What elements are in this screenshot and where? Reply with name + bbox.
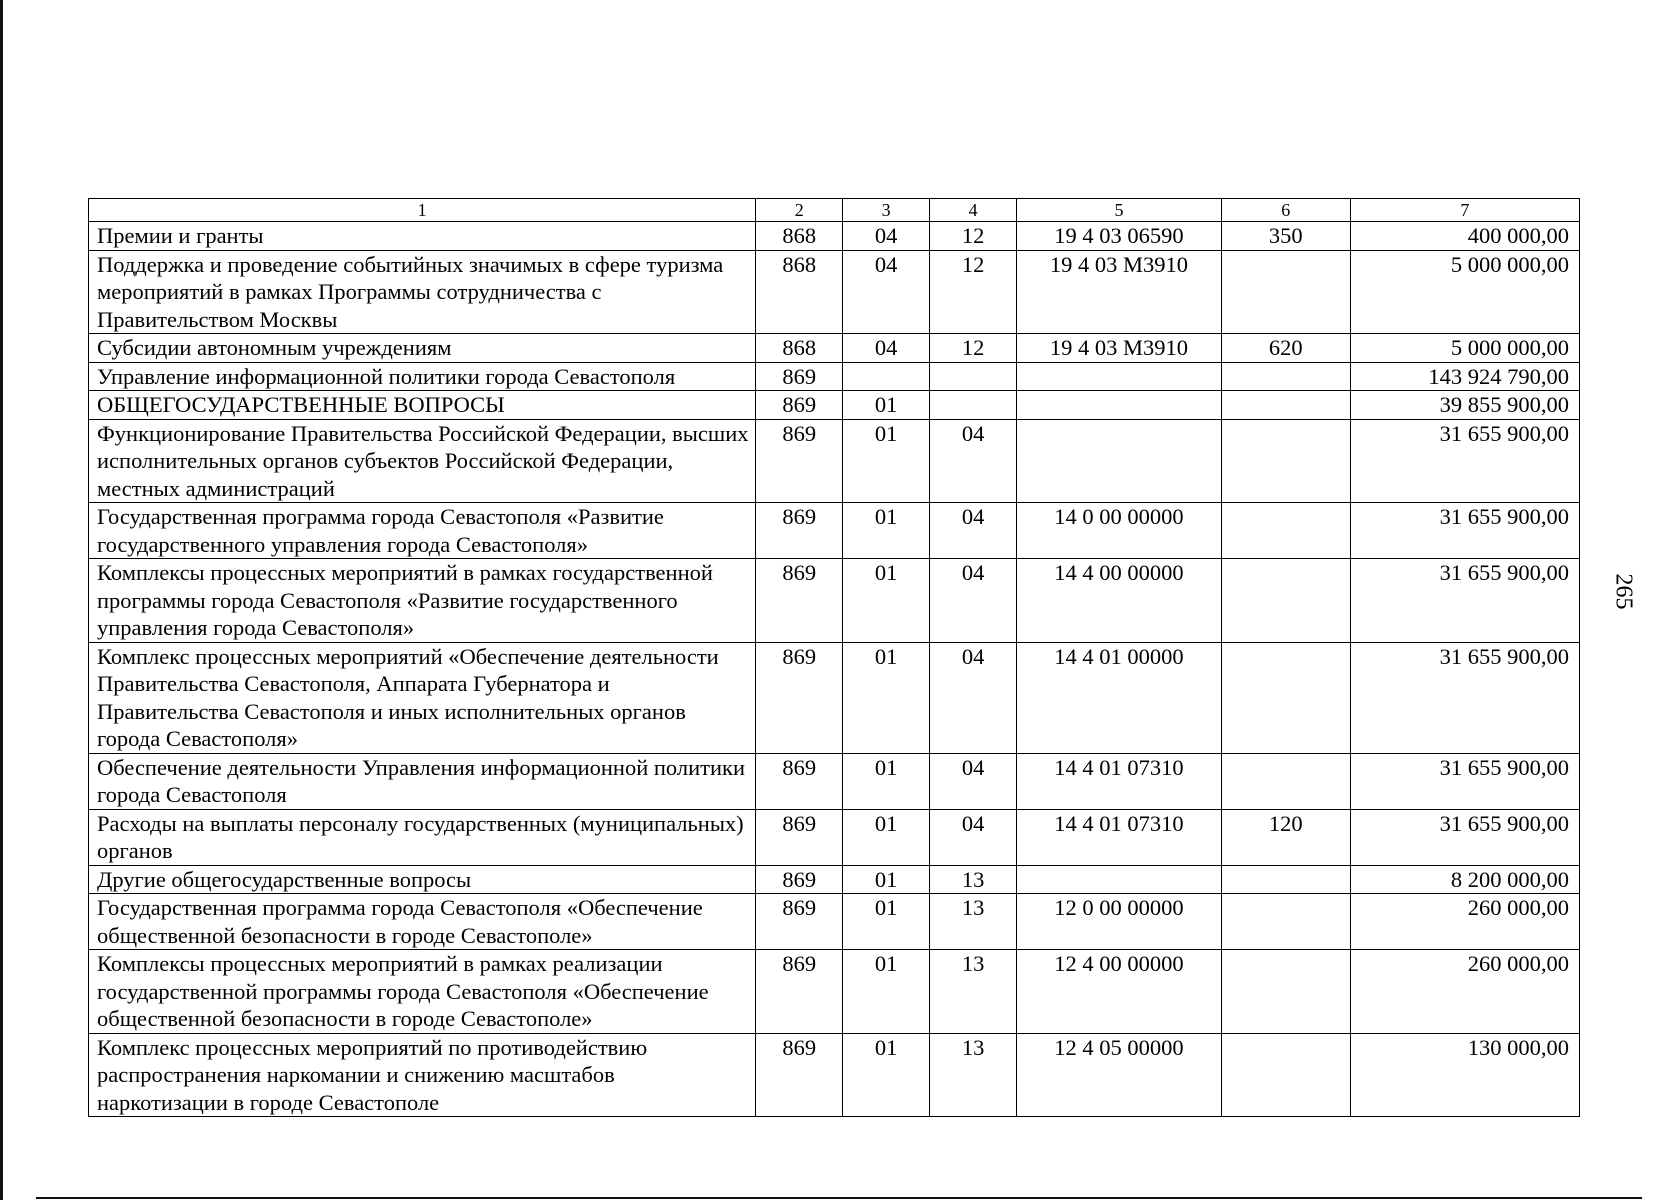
code-col-4 <box>930 362 1017 391</box>
item-name: ОБЩЕГОСУДАРСТВЕННЫЕ ВОПРОСЫ <box>89 391 756 420</box>
code-col-3: 01 <box>843 950 930 1034</box>
code-col-4: 04 <box>930 642 1017 753</box>
table-row <box>89 559 1580 643</box>
amount: 31 655 900,00 <box>1350 809 1579 865</box>
column-header: 1 <box>89 199 756 222</box>
item-name: Комплексы процессных мероприятий в рамках государственной программы города Севастополя «Развитие государственного управления города Севастополя» <box>89 559 756 643</box>
item-name: Государственная программа города Севастополя «Обеспечение общественной безопасности в городе Севастополе» <box>89 894 756 950</box>
code-col-5 <box>1017 391 1222 420</box>
code-col-5: 12 4 05 00000 <box>1017 1033 1222 1117</box>
amount: 31 655 900,00 <box>1350 753 1579 809</box>
code-col-6 <box>1221 894 1350 950</box>
code-col-6 <box>1221 419 1350 503</box>
code-col-6: 620 <box>1221 334 1350 363</box>
amount: 8 200 000,00 <box>1350 865 1579 894</box>
item-name: Управление информационной политики города Севастополя <box>89 362 756 391</box>
code-col-6: 350 <box>1221 222 1350 251</box>
code-col-3: 04 <box>843 250 930 334</box>
code-col-2: 869 <box>756 894 843 950</box>
code-col-2: 868 <box>756 334 843 363</box>
code-col-6 <box>1221 950 1350 1034</box>
code-col-3: 01 <box>843 894 930 950</box>
code-col-5: 19 4 03 06590 <box>1017 222 1222 251</box>
item-name: Государственная программа города Севастополя «Развитие государственного управления города Севастополя» <box>89 503 756 559</box>
column-header: 5 <box>1017 199 1222 222</box>
code-col-5: 19 4 03 М3910 <box>1017 334 1222 363</box>
code-col-4 <box>930 391 1017 420</box>
code-col-6 <box>1221 1033 1350 1117</box>
item-name: Премии и гранты <box>89 222 756 251</box>
table-row <box>89 222 1580 251</box>
code-col-2: 869 <box>756 642 843 753</box>
code-col-5: 12 4 00 00000 <box>1017 950 1222 1034</box>
column-header: 6 <box>1221 199 1350 222</box>
code-col-3: 01 <box>843 1033 930 1117</box>
code-col-6 <box>1221 391 1350 420</box>
amount: 400 000,00 <box>1350 222 1579 251</box>
code-col-3: 01 <box>843 391 930 420</box>
code-col-5: 14 4 01 07310 <box>1017 753 1222 809</box>
scan-edge-left <box>0 0 3 1200</box>
code-col-2: 869 <box>756 950 843 1034</box>
code-col-4: 13 <box>930 865 1017 894</box>
table-row <box>89 753 1580 809</box>
table-row <box>89 809 1580 865</box>
code-col-2: 869 <box>756 1033 843 1117</box>
amount: 5 000 000,00 <box>1350 334 1579 363</box>
column-header-row <box>89 199 1580 222</box>
column-header: 3 <box>843 199 930 222</box>
item-name: Субсидии автономным учреждениям <box>89 334 756 363</box>
code-col-5: 19 4 03 М3910 <box>1017 250 1222 334</box>
table-row <box>89 391 1580 420</box>
code-col-2: 868 <box>756 250 843 334</box>
item-name: Обеспечение деятельности Управления информационной политики города Севастополя <box>89 753 756 809</box>
code-col-4: 13 <box>930 894 1017 950</box>
table-row <box>89 950 1580 1034</box>
table-row <box>89 250 1580 334</box>
code-col-6 <box>1221 865 1350 894</box>
code-col-5 <box>1017 865 1222 894</box>
code-col-4: 12 <box>930 334 1017 363</box>
code-col-6 <box>1221 362 1350 391</box>
code-col-4: 04 <box>930 559 1017 643</box>
budget-table <box>88 198 1580 1117</box>
item-name: Комплекс процессных мероприятий по противодействию распространения наркомании и снижению масштабов наркотизации в городе Севастополе <box>89 1033 756 1117</box>
code-col-2: 869 <box>756 753 843 809</box>
amount: 130 000,00 <box>1350 1033 1579 1117</box>
amount: 260 000,00 <box>1350 894 1579 950</box>
code-col-3: 04 <box>843 222 930 251</box>
code-col-6 <box>1221 559 1350 643</box>
code-col-6: 120 <box>1221 809 1350 865</box>
code-col-2: 869 <box>756 362 843 391</box>
column-header: 7 <box>1350 199 1579 222</box>
code-col-2: 869 <box>756 865 843 894</box>
item-name: Поддержка и проведение событийных значимых в сфере туризма мероприятий в рамках Программы сотрудничества с Правительством Москвы <box>89 250 756 334</box>
page-number: 265 <box>1610 573 1637 610</box>
table-row <box>89 334 1580 363</box>
table-row <box>89 362 1580 391</box>
amount: 5 000 000,00 <box>1350 250 1579 334</box>
code-col-3: 04 <box>843 334 930 363</box>
column-header: 4 <box>930 199 1017 222</box>
code-col-5: 14 0 00 00000 <box>1017 503 1222 559</box>
code-col-3: 01 <box>843 419 930 503</box>
table-row <box>89 894 1580 950</box>
code-col-6 <box>1221 503 1350 559</box>
amount: 143 924 790,00 <box>1350 362 1579 391</box>
amount: 31 655 900,00 <box>1350 559 1579 643</box>
scan-line-bottom <box>36 1197 1642 1199</box>
table-row <box>89 865 1580 894</box>
item-name: Комплексы процессных мероприятий в рамках реализации государственной программы города Севастополя «Обеспечение общественной безопасности в городе Севастополе» <box>89 950 756 1034</box>
code-col-5 <box>1017 419 1222 503</box>
amount: 39 855 900,00 <box>1350 391 1579 420</box>
item-name: Функционирование Правительства Российской Федерации, высших исполнительных органов субъектов Российской Федерации, местных администраций <box>89 419 756 503</box>
code-col-4: 04 <box>930 753 1017 809</box>
item-name: Расходы на выплаты персоналу государственных (муниципальных) органов <box>89 809 756 865</box>
code-col-3: 01 <box>843 865 930 894</box>
amount: 31 655 900,00 <box>1350 503 1579 559</box>
code-col-3: 01 <box>843 503 930 559</box>
code-col-2: 869 <box>756 391 843 420</box>
code-col-2: 869 <box>756 559 843 643</box>
code-col-4: 13 <box>930 1033 1017 1117</box>
code-col-2: 869 <box>756 503 843 559</box>
amount: 31 655 900,00 <box>1350 642 1579 753</box>
code-col-3 <box>843 362 930 391</box>
table-row <box>89 503 1580 559</box>
code-col-3: 01 <box>843 642 930 753</box>
code-col-5: 14 4 01 07310 <box>1017 809 1222 865</box>
code-col-5: 14 4 01 00000 <box>1017 642 1222 753</box>
table-row <box>89 419 1580 503</box>
code-col-4: 04 <box>930 419 1017 503</box>
code-col-6 <box>1221 753 1350 809</box>
code-col-3: 01 <box>843 753 930 809</box>
code-col-3: 01 <box>843 559 930 643</box>
code-col-5: 14 4 00 00000 <box>1017 559 1222 643</box>
code-col-4: 12 <box>930 250 1017 334</box>
code-col-4: 12 <box>930 222 1017 251</box>
code-col-4: 13 <box>930 950 1017 1034</box>
amount: 31 655 900,00 <box>1350 419 1579 503</box>
item-name: Комплекс процессных мероприятий «Обеспечение деятельности Правительства Севастополя, Аппарата Губернатора и Правительства Севастополя и иных исполнительных органов города Севастополя» <box>89 642 756 753</box>
code-col-5 <box>1017 362 1222 391</box>
code-col-6 <box>1221 250 1350 334</box>
code-col-2: 869 <box>756 809 843 865</box>
item-name: Другие общегосударственные вопросы <box>89 865 756 894</box>
table-row <box>89 1033 1580 1117</box>
code-col-2: 869 <box>756 419 843 503</box>
code-col-2: 868 <box>756 222 843 251</box>
code-col-3: 01 <box>843 809 930 865</box>
code-col-4: 04 <box>930 503 1017 559</box>
code-col-5: 12 0 00 00000 <box>1017 894 1222 950</box>
code-col-6 <box>1221 642 1350 753</box>
column-header: 2 <box>756 199 843 222</box>
code-col-4: 04 <box>930 809 1017 865</box>
amount: 260 000,00 <box>1350 950 1579 1034</box>
table-row <box>89 642 1580 753</box>
